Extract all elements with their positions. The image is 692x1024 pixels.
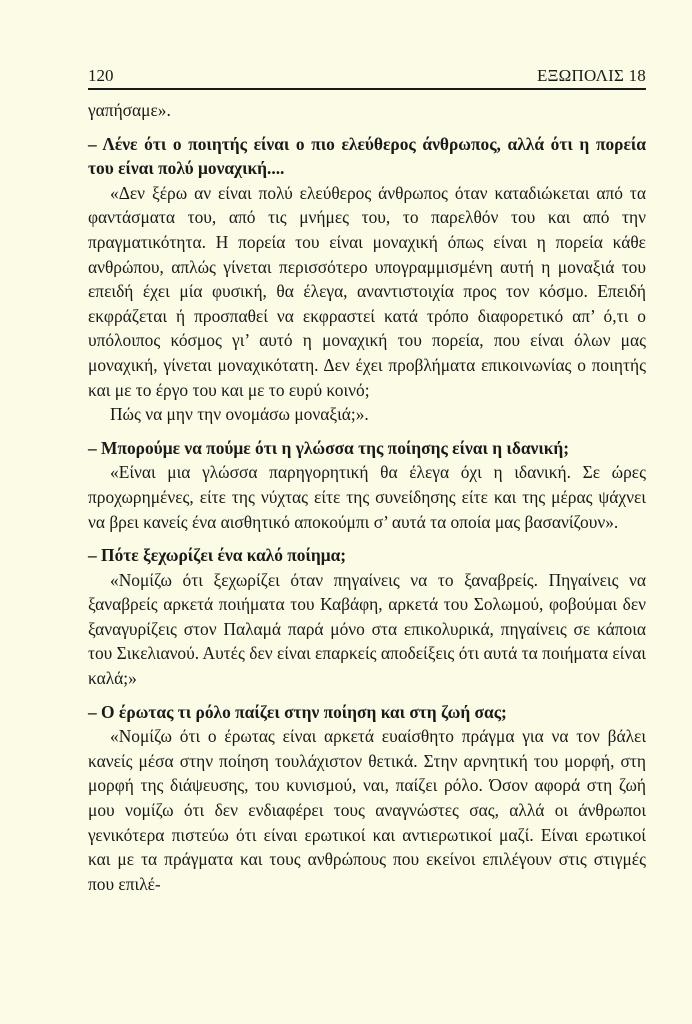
question-2: – Μπορούμε να πούμε ότι η γλώσσα της ποίησης είναι η ιδανική; (88, 437, 570, 458)
answer-1-closing: Πώς να μην την ονομάσω μοναξιά;». (110, 404, 369, 425)
question-4: – Ο έρωτας τι ρόλο παίζει στην ποίηση και στη ζωή σας; (88, 701, 507, 722)
journal-title: ΕΞΩΠΟΛΙΣ 18 (536, 66, 646, 85)
book-page (88, 64, 646, 1014)
answer-1: «Δεν ξέρω αν είναι πολύ ελεύθερος άνθρωπος όταν καταδιώκεται από τα φαντάσματα του, από τις μνήμες του, το παρελθόν του και από την πραγματικότητα. Η πορεία του είναι μοναχική όπως είναι η πορεία κάθε ανθρώπου, απλώς γίνεται περισσότερο υπογραμμισμένη αυτή η μοναξιά του επειδή έχει μία φυσική, θα έλεγα, αναντιστοιχία προς τον κόσμο. Επειδή εκφράζεται ή προσπαθεί να εκφραστεί κατά τρόπο διαφορετικό απ’ ό,τι ο υπόλοιπος κόσμος γι’ αυτό η μοναχική του πορεία, που είναι όλων μας μοναχική, γίνεται μοναχικότατη. Δεν έχει προβλήματα επικοινωνίας ο ποιητής και με το έργο του και με το ευρύ κοινό; (88, 182, 646, 400)
interview-text (88, 98, 646, 896)
answer-2: «Είναι μια γλώσσα παρηγορητική θα έλεγα όχι η ιδανική. Σε ώρες προχωρημένες, είτε της νύχτας είτε της συνείδησης είτε και της μέρας ψάχνει να βρει κανείς ένα αισθητικό αποκούμπι σ’ αυτά τα οποία μας βασανίζουν». (88, 462, 646, 532)
running-header (88, 64, 646, 90)
page-number: 120 (88, 66, 114, 85)
opening-line: γαπήσαμε». (88, 100, 171, 120)
answer-3: «Νομίζω ότι ξεχωρίζει όταν πηγαίνεις να το ξαναβρείς. Πηγαίνεις να ξαναβρείς αρκετά ποιήματα του Καβάφη, αρκετά του Σολωμού, φοβούμαι δεν ξαναγυρίζεις στον Παλαμά παρά μόνο στα επικολυρικά, πηγαίνεις σε κάποια του Σικελιανού. Αυτές δεν είναι επαρκείς αποδείξεις ότι αυτά τα ποιήματα είναι καλά;» (88, 569, 646, 689)
question-3: – Πότε ξεχωρίζει ένα καλό ποίημα; (88, 545, 347, 566)
question-1: – Λένε ότι ο ποιητής είναι ο πιο ελεύθερος άνθρωπος, αλλά ότι η πορεία του είναι πολύ μοναχική.... (88, 133, 646, 179)
answer-4: «Νομίζω ότι ο έρωτας είναι αρκετά ευαίσθητο πράγμα για να τον βάλει κανείς μέσα στην ποίηση τουλάχιστον θετικά. Στην αρνητική του μορφή, στη μορφή της διάψευσης, του κυνισμού, ναι, παίζει ρόλο. Όσον αφορά στη ζωή μου νομίζω ότι δεν ενδιαφέρει τους αναγνώστες σας, αλλά οι άνθρωποι γενικότερα πιστεύω ότι είναι ερωτικοί και αντιερωτικοί μαζί. Είναι ερωτικοί και με τα πράγματα και τους ανθρώπους που εκείνοι επιλέγουν στις στιγμές που επιλέ- (88, 726, 646, 894)
